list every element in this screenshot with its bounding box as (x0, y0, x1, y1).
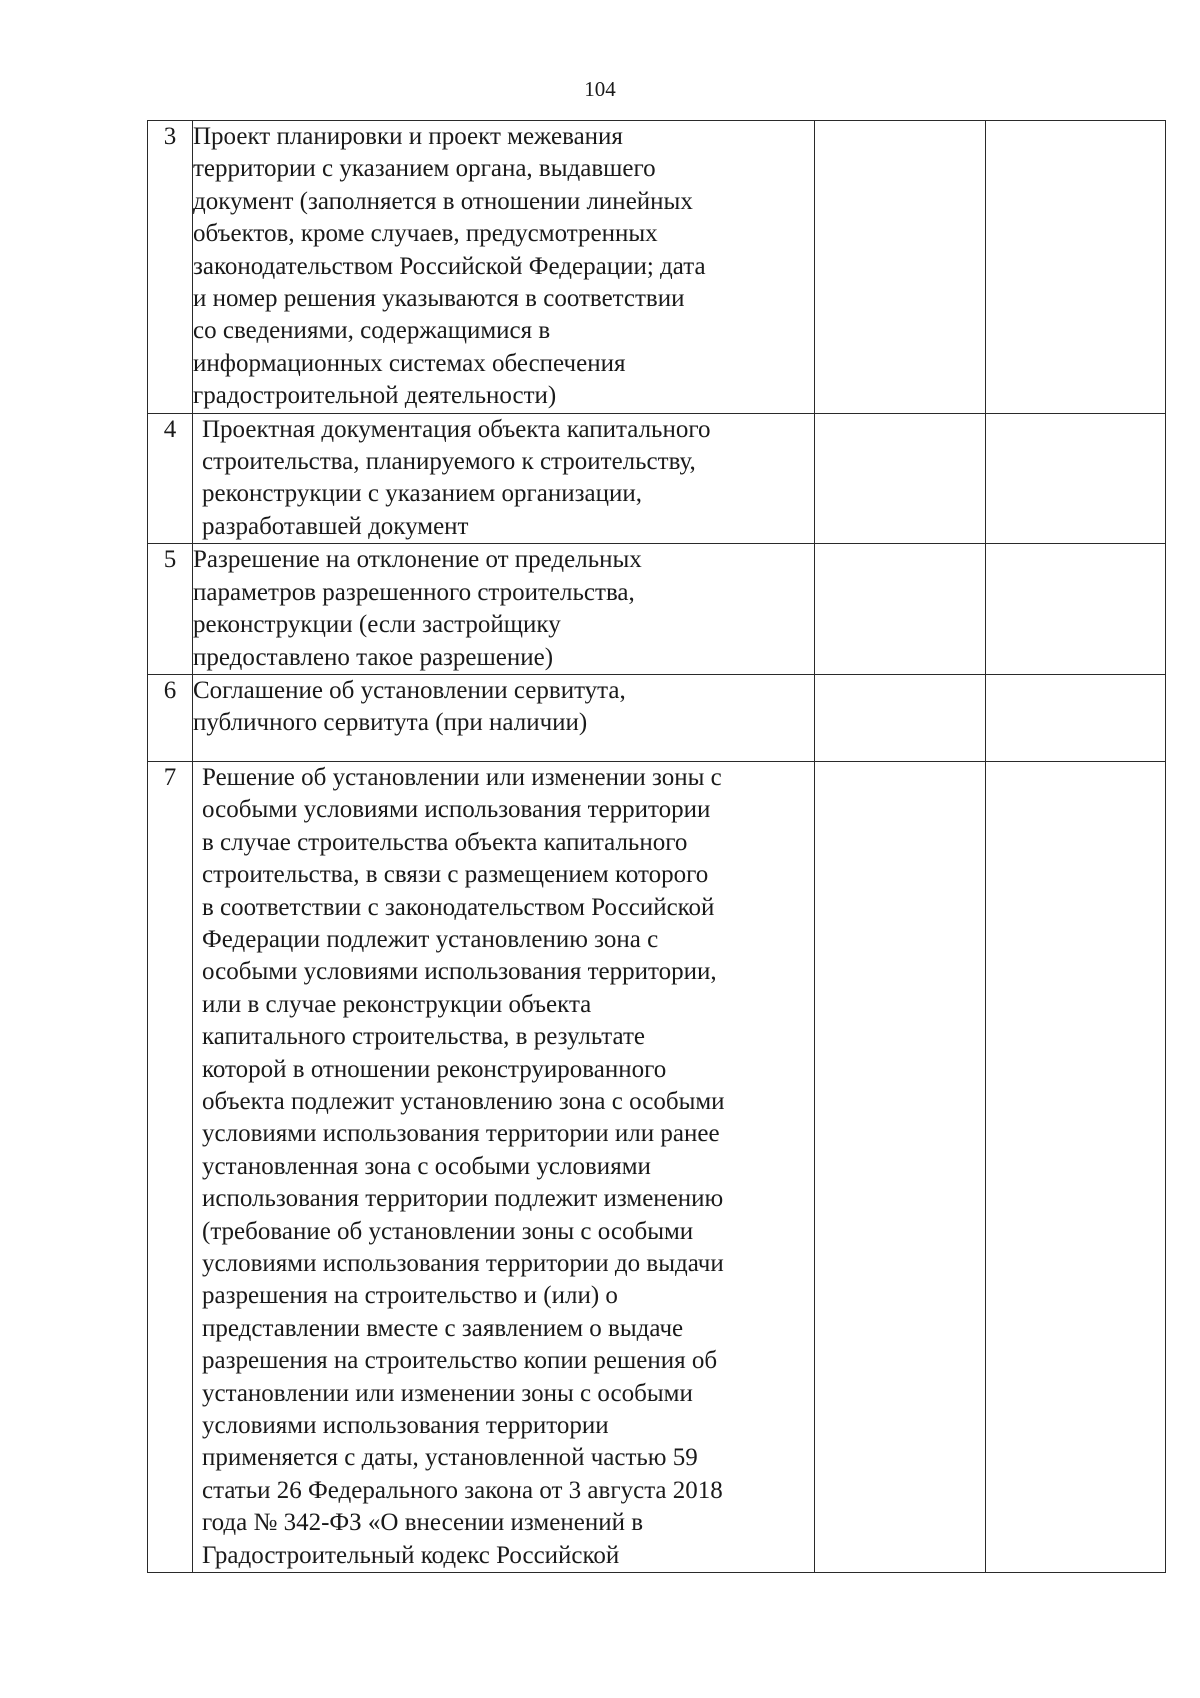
description-line: особыми условиями использования территории (202, 796, 711, 824)
row-description (193, 413, 815, 544)
description-line: в соответствии с законодательством Российской (202, 893, 715, 921)
empty-cell (986, 544, 1166, 675)
description-line: градостроительной деятельности) (193, 382, 557, 410)
description-line: Проект планировки и проект межевания (193, 123, 623, 150)
description-line: Соглашение об установлении сервитута, (193, 676, 626, 704)
description-line: (требование об установлении зоны с особыми (202, 1217, 694, 1245)
table-row (148, 413, 1166, 544)
description-line: параметров разрешенного строительства, (193, 578, 635, 606)
description-line: публичного сервитута (при наличии) (193, 709, 588, 737)
description-line: использования территории подлежит изменению (202, 1185, 724, 1213)
empty-cell (815, 761, 986, 1572)
row-number: 5 (148, 544, 193, 675)
description-line: установленная зона с особыми условиями (202, 1152, 651, 1180)
row-number: 6 (148, 674, 193, 761)
description-line: Разрешение на отклонение от предельных (193, 546, 642, 574)
description-line: реконструкции с указанием организации, (202, 480, 642, 508)
document-table (147, 120, 1166, 1573)
description-line: разрешения на строительство и (или) о (202, 1282, 618, 1310)
description-line: условиями использования территории или ранее (202, 1120, 720, 1148)
empty-cell (815, 544, 986, 675)
description-line: Градостроительный кодекс Российской (202, 1541, 620, 1569)
empty-cell (815, 674, 986, 761)
description-line: статьи 26 Федерального закона от 3 августа 2018 (202, 1476, 723, 1504)
page-number: 104 (584, 77, 616, 101)
table-row (148, 121, 1166, 414)
description-line: разработавшей документ (202, 512, 469, 540)
description-line: капитального строительства, в результате (202, 1023, 646, 1051)
description-line: условиями использования территории до выдачи (202, 1250, 724, 1277)
row-description (193, 544, 815, 675)
row-description (193, 121, 815, 414)
description-line: информационных системах обеспечения (193, 349, 626, 377)
empty-cell (986, 674, 1166, 761)
description-line: года № 342-ФЗ «О внесении изменений в (202, 1509, 644, 1537)
table-row (148, 674, 1166, 761)
table-row (148, 544, 1166, 675)
empty-cell (986, 121, 1166, 414)
description-line: законодательством Российской Федерации; дата (193, 252, 706, 280)
description-line: строительства, планируемого к строительству, (202, 448, 696, 476)
row-description (193, 674, 815, 761)
description-line: особыми условиями использования территории, (202, 958, 717, 986)
empty-cell (815, 121, 986, 414)
description-line: применяется с даты, установленной частью 59 (202, 1444, 698, 1472)
description-line: представлении вместе с заявлением о выдаче (202, 1314, 684, 1342)
description-line: Проектная документация объекта капитального (202, 415, 711, 443)
row-number: 4 (148, 413, 193, 544)
table-row (148, 761, 1166, 1572)
empty-cell (986, 761, 1166, 1572)
description-line: реконструкции (если застройщику (193, 611, 561, 639)
empty-cell (815, 413, 986, 544)
description-line: разрешения на строительство копии решения об (202, 1347, 718, 1375)
description-line: и номер решения указываются в соответствии (193, 285, 685, 313)
empty-cell (986, 413, 1166, 544)
description-line: со сведениями, содержащимися в (193, 317, 551, 345)
description-line: предоставлено такое разрешение) (193, 643, 554, 671)
description-line: условиями использования территории (202, 1412, 609, 1440)
description-line: или в случае реконструкции объекта (202, 990, 592, 1018)
row-number: 3 (148, 121, 193, 414)
row-number: 7 (148, 761, 193, 1572)
description-line: документ (заполняется в отношении линейных (193, 187, 693, 215)
description-line: которой в отношении реконструированного (202, 1055, 667, 1083)
description-line: Решение об установлении или изменении зоны с (202, 763, 722, 791)
description-line: территории с указанием органа, выдавшего (193, 155, 656, 183)
description-line: установлении или изменении зоны с особыми (202, 1379, 693, 1407)
description-line: объектов, кроме случаев, предусмотренных (193, 220, 658, 248)
description-line: строительства, в связи с размещением которого (202, 861, 709, 889)
description-line: в случае строительства объекта капитального (202, 828, 688, 856)
description-line: объекта подлежит установлению зона с особыми (202, 1087, 725, 1115)
description-line: Федерации подлежит установлению зона с (202, 925, 659, 953)
row-description (193, 761, 815, 1572)
